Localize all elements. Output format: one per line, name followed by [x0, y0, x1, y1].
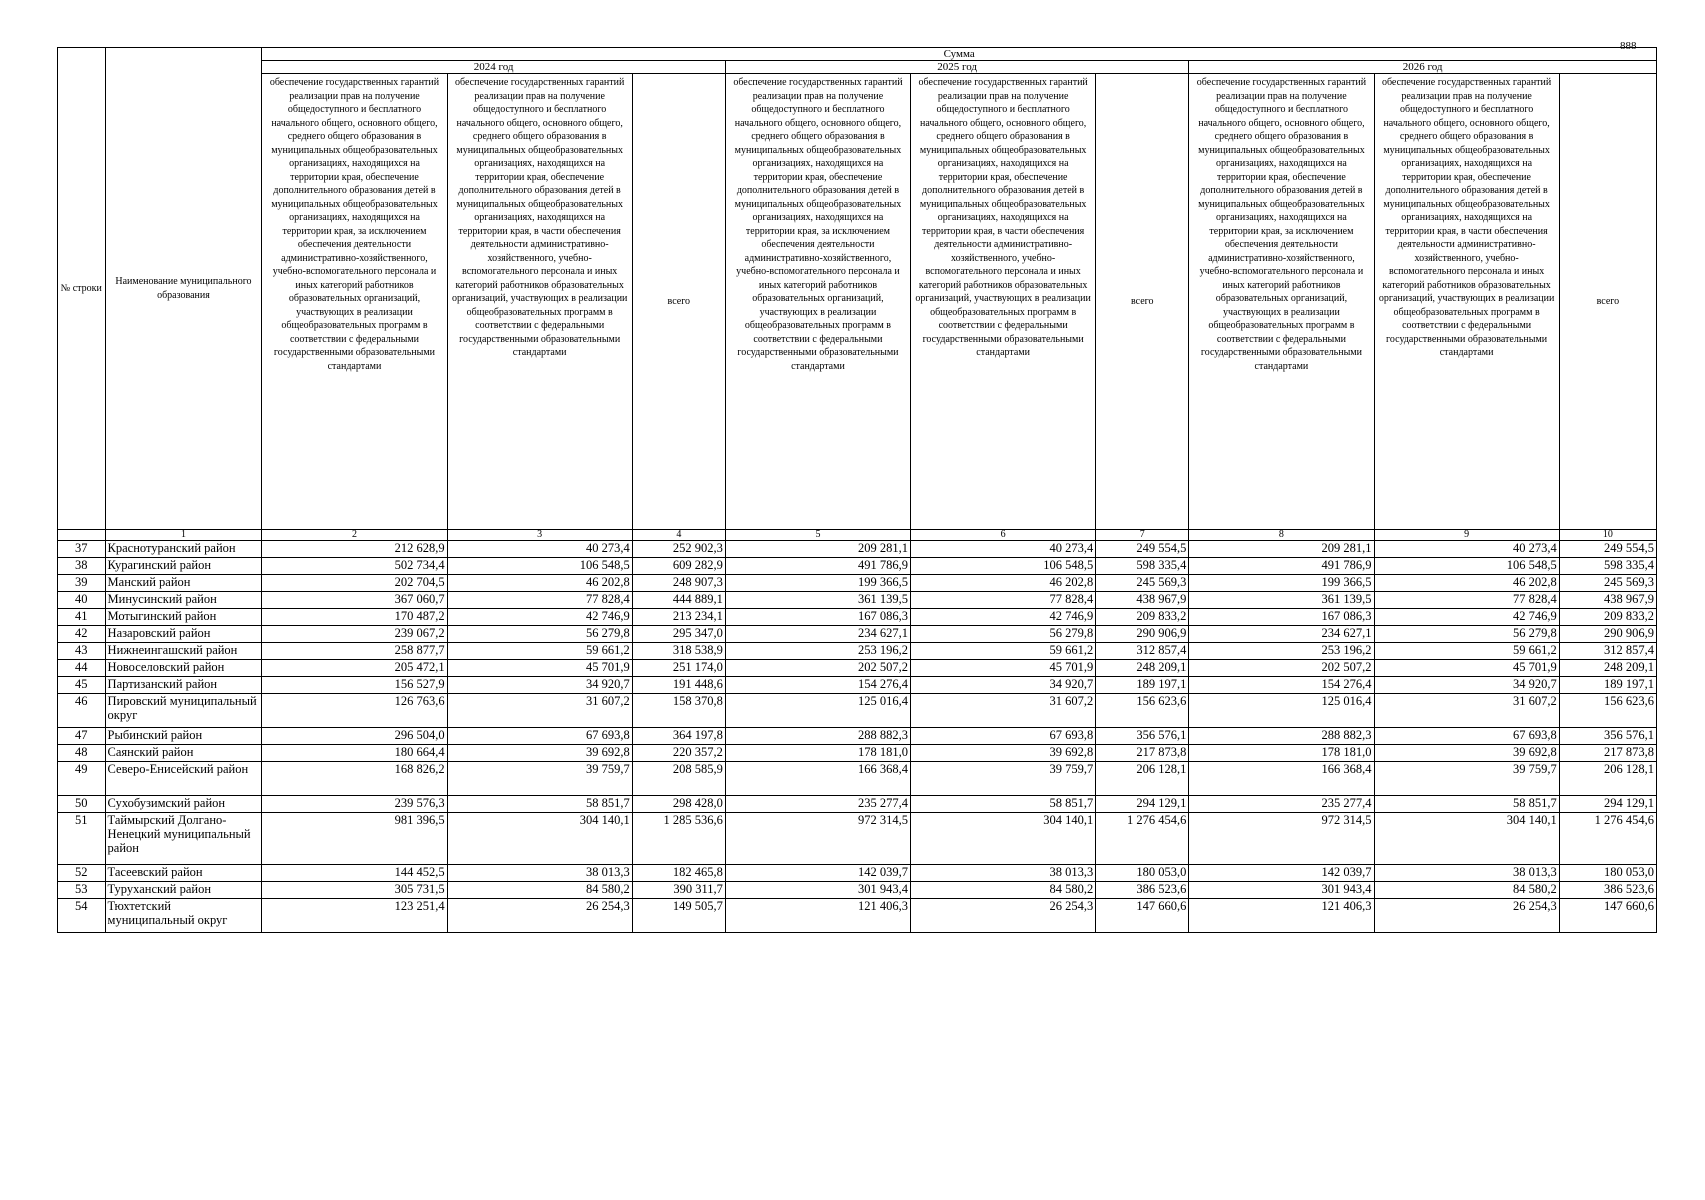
column-index: 9 [1374, 530, 1559, 541]
amount-col-6: 26 254,3 [911, 899, 1096, 933]
municipality-name: Курагинский район [105, 558, 262, 575]
amount-col-3: 31 607,2 [447, 694, 632, 728]
municipality-name: Минусинский район [105, 592, 262, 609]
municipality-name: Краснотуранский район [105, 541, 262, 558]
header-col-9-description: обеспечение государственных гарантий реализации прав на получение общедоступного и бесплатного начального общего, основного общего, среднего общего образования в муниципальных общеобразовательных организациях, находящихся на территории края, обеспечение дополнительного образования детей в муниципальных общеобразовательных организациях, находящихся на территории края, в части обеспечения деятельности административно-хозяйственного, учебно-вспомогательного персонала и иных категорий работников образовательных организаций, участвующих в реализации общеобразовательных программ в соответствии с федеральными государственными образовательными стандартами [1374, 74, 1559, 530]
table-row [58, 609, 1657, 626]
amount-col-4: 251 174,0 [632, 660, 725, 677]
municipality-name: Пировский муниципальный округ [105, 694, 262, 728]
amount-col-9: 42 746,9 [1374, 609, 1559, 626]
table-row [58, 745, 1657, 762]
column-index: 3 [447, 530, 632, 541]
amount-col-8: 199 366,5 [1189, 575, 1374, 592]
header-col-7-total: всего [1096, 74, 1189, 530]
row-number: 51 [58, 813, 106, 865]
column-index: 2 [262, 530, 447, 541]
amount-col-4: 149 505,7 [632, 899, 725, 933]
amount-col-8: 361 139,5 [1189, 592, 1374, 609]
amount-col-2: 305 731,5 [262, 882, 447, 899]
amount-col-9: 67 693,8 [1374, 728, 1559, 745]
amount-col-5: 121 406,3 [725, 899, 910, 933]
amount-col-6: 39 692,8 [911, 745, 1096, 762]
header-row-number: № строки [58, 48, 106, 530]
table-row [58, 865, 1657, 882]
amount-col-4: 390 311,7 [632, 882, 725, 899]
amount-col-2: 202 704,5 [262, 575, 447, 592]
table-row [58, 626, 1657, 643]
row-number: 49 [58, 762, 106, 796]
row-number: 42 [58, 626, 106, 643]
amount-col-7: 147 660,6 [1096, 899, 1189, 933]
amount-col-8: 167 086,3 [1189, 609, 1374, 626]
page-number: 888 [1620, 40, 1637, 52]
amount-col-6: 46 202,8 [911, 575, 1096, 592]
amount-col-6: 106 548,5 [911, 558, 1096, 575]
municipality-name: Туруханский район [105, 882, 262, 899]
amount-col-7: 249 554,5 [1096, 541, 1189, 558]
amount-col-5: 166 368,4 [725, 762, 910, 796]
header-municipality-name: Наименование муниципального образования [105, 48, 262, 530]
amount-col-4: 444 889,1 [632, 592, 725, 609]
amount-col-3: 42 746,9 [447, 609, 632, 626]
municipality-name: Новоселовский район [105, 660, 262, 677]
amount-col-6: 45 701,9 [911, 660, 1096, 677]
amount-col-4: 364 197,8 [632, 728, 725, 745]
table-row [58, 558, 1657, 575]
header-col-8-description: обеспечение государственных гарантий реализации прав на получение общедоступного и бесплатного начального общего, основного общего, среднего общего образования в муниципальных общеобразовательных организациях, находящихся на территории края, обеспечение дополнительного образования детей в муниципальных общеобразовательных организациях, находящихся на территории края, за исключением обеспечения деятельности административно-хозяйственного, учебно-вспомогательного персонала и иных категорий работников образовательных организаций, участвующих в реализации общеобразовательных программ в соответствии с федеральными государственными образовательными стандартами [1189, 74, 1374, 530]
amount-col-4: 609 282,9 [632, 558, 725, 575]
amount-col-8: 142 039,7 [1189, 865, 1374, 882]
amount-col-10: 156 623,6 [1559, 694, 1656, 728]
amount-col-6: 38 013,3 [911, 865, 1096, 882]
amount-col-10: 312 857,4 [1559, 643, 1656, 660]
amount-col-7: 438 967,9 [1096, 592, 1189, 609]
column-index [58, 530, 106, 541]
amount-col-10: 147 660,6 [1559, 899, 1656, 933]
amount-col-3: 38 013,3 [447, 865, 632, 882]
table-row [58, 643, 1657, 660]
amount-col-8: 209 281,1 [1189, 541, 1374, 558]
amount-col-3: 39 692,8 [447, 745, 632, 762]
amount-col-8: 491 786,9 [1189, 558, 1374, 575]
amount-col-10: 598 335,4 [1559, 558, 1656, 575]
row-number: 52 [58, 865, 106, 882]
table-row [58, 899, 1657, 933]
amount-col-10: 294 129,1 [1559, 796, 1656, 813]
table-row [58, 660, 1657, 677]
amount-col-10: 1 276 454,6 [1559, 813, 1656, 865]
amount-col-5: 154 276,4 [725, 677, 910, 694]
municipality-name: Партизанский район [105, 677, 262, 694]
column-index: 1 [105, 530, 262, 541]
amount-col-10: 356 576,1 [1559, 728, 1656, 745]
table-row [58, 762, 1657, 796]
column-index: 8 [1189, 530, 1374, 541]
amount-col-9: 59 661,2 [1374, 643, 1559, 660]
amount-col-10: 249 554,5 [1559, 541, 1656, 558]
municipality-name: Нижнеингашский район [105, 643, 262, 660]
amount-col-6: 40 273,4 [911, 541, 1096, 558]
amount-col-3: 77 828,4 [447, 592, 632, 609]
amount-col-7: 245 569,3 [1096, 575, 1189, 592]
amount-col-5: 234 627,1 [725, 626, 910, 643]
amount-col-7: 356 576,1 [1096, 728, 1189, 745]
amount-col-4: 1 285 536,6 [632, 813, 725, 865]
amount-col-9: 39 692,8 [1374, 745, 1559, 762]
amount-col-10: 290 906,9 [1559, 626, 1656, 643]
row-number: 41 [58, 609, 106, 626]
table-row [58, 541, 1657, 558]
row-number: 48 [58, 745, 106, 762]
amount-col-6: 34 920,7 [911, 677, 1096, 694]
amount-col-10: 189 197,1 [1559, 677, 1656, 694]
budget-table [57, 47, 1657, 933]
table-row [58, 728, 1657, 745]
amount-col-4: 182 465,8 [632, 865, 725, 882]
row-number: 46 [58, 694, 106, 728]
amount-col-9: 40 273,4 [1374, 541, 1559, 558]
amount-col-7: 290 906,9 [1096, 626, 1189, 643]
amount-col-2: 239 576,3 [262, 796, 447, 813]
amount-col-7: 598 335,4 [1096, 558, 1189, 575]
column-index: 6 [911, 530, 1096, 541]
amount-col-3: 84 580,2 [447, 882, 632, 899]
amount-col-2: 123 251,4 [262, 899, 447, 933]
amount-col-6: 39 759,7 [911, 762, 1096, 796]
amount-col-2: 981 396,5 [262, 813, 447, 865]
amount-col-3: 67 693,8 [447, 728, 632, 745]
amount-col-8: 253 196,2 [1189, 643, 1374, 660]
amount-col-9: 46 202,8 [1374, 575, 1559, 592]
row-number: 50 [58, 796, 106, 813]
header-col-6-description: обеспечение государственных гарантий реализации прав на получение общедоступного и бесплатного начального общего, основного общего, среднего общего образования в муниципальных общеобразовательных организациях, находящихся на территории края, обеспечение дополнительного образования детей в муниципальных общеобразовательных организациях, находящихся на территории края, в части обеспечения деятельности административно-хозяйственного, учебно-вспомогательного персонала и иных категорий работников образовательных организаций, участвующих в реализации общеобразовательных программ в соответствии с федеральными государственными образовательными стандартами [911, 74, 1096, 530]
amount-col-9: 34 920,7 [1374, 677, 1559, 694]
municipality-name: Рыбинский район [105, 728, 262, 745]
table-header [58, 48, 1657, 541]
amount-col-4: 295 347,0 [632, 626, 725, 643]
amount-col-5: 491 786,9 [725, 558, 910, 575]
row-number: 43 [58, 643, 106, 660]
municipality-name: Манский район [105, 575, 262, 592]
amount-col-6: 31 607,2 [911, 694, 1096, 728]
amount-col-8: 166 368,4 [1189, 762, 1374, 796]
amount-col-10: 217 873,8 [1559, 745, 1656, 762]
municipality-name: Саянский район [105, 745, 262, 762]
amount-col-9: 31 607,2 [1374, 694, 1559, 728]
header-col-10-total: всего [1559, 74, 1656, 530]
row-number: 47 [58, 728, 106, 745]
amount-col-4: 220 357,2 [632, 745, 725, 762]
row-number: 54 [58, 899, 106, 933]
amount-col-5: 178 181,0 [725, 745, 910, 762]
amount-col-8: 288 882,3 [1189, 728, 1374, 745]
row-number: 37 [58, 541, 106, 558]
amount-col-8: 235 277,4 [1189, 796, 1374, 813]
amount-col-3: 45 701,9 [447, 660, 632, 677]
amount-col-2: 239 067,2 [262, 626, 447, 643]
amount-col-2: 170 487,2 [262, 609, 447, 626]
row-number: 45 [58, 677, 106, 694]
amount-col-10: 248 209,1 [1559, 660, 1656, 677]
amount-col-9: 38 013,3 [1374, 865, 1559, 882]
amount-col-4: 158 370,8 [632, 694, 725, 728]
amount-col-10: 245 569,3 [1559, 575, 1656, 592]
amount-col-4: 213 234,1 [632, 609, 725, 626]
amount-col-8: 301 943,4 [1189, 882, 1374, 899]
amount-col-3: 304 140,1 [447, 813, 632, 865]
amount-col-3: 34 920,7 [447, 677, 632, 694]
amount-col-8: 154 276,4 [1189, 677, 1374, 694]
amount-col-4: 248 907,3 [632, 575, 725, 592]
amount-col-2: 296 504,0 [262, 728, 447, 745]
amount-col-5: 142 039,7 [725, 865, 910, 882]
table-row [58, 813, 1657, 865]
row-number: 40 [58, 592, 106, 609]
amount-col-2: 258 877,7 [262, 643, 447, 660]
amount-col-10: 386 523,6 [1559, 882, 1656, 899]
column-index: 4 [632, 530, 725, 541]
municipality-name: Мотыгинский район [105, 609, 262, 626]
row-number: 39 [58, 575, 106, 592]
amount-col-10: 180 053,0 [1559, 865, 1656, 882]
amount-col-5: 199 366,5 [725, 575, 910, 592]
column-index: 5 [725, 530, 910, 541]
amount-col-9: 84 580,2 [1374, 882, 1559, 899]
amount-col-3: 46 202,8 [447, 575, 632, 592]
amount-col-2: 168 826,2 [262, 762, 447, 796]
header-year-2026: 2026 год [1189, 61, 1657, 74]
amount-col-2: 212 628,9 [262, 541, 447, 558]
column-index-row [58, 530, 1657, 541]
amount-col-7: 217 873,8 [1096, 745, 1189, 762]
amount-col-2: 126 763,6 [262, 694, 447, 728]
amount-col-10: 438 967,9 [1559, 592, 1656, 609]
header-year-2025: 2025 год [725, 61, 1188, 74]
amount-col-6: 304 140,1 [911, 813, 1096, 865]
table-row [58, 575, 1657, 592]
header-col-5-description: обеспечение государственных гарантий реализации прав на получение общедоступного и бесплатного начального общего, основного общего, среднего общего образования в муниципальных общеобразовательных организациях, находящихся на территории края, обеспечение дополнительного образования детей в муниципальных общеобразовательных организациях, находящихся на территории края, за исключением обеспечения деятельности административно-хозяйственного, учебно-вспомогательного персонала и иных категорий работников образовательных организаций, участвующих в реализации общеобразовательных программ в соответствии с федеральными государственными образовательными стандартами [725, 74, 910, 530]
amount-col-2: 367 060,7 [262, 592, 447, 609]
column-index: 10 [1559, 530, 1656, 541]
amount-col-8: 234 627,1 [1189, 626, 1374, 643]
amount-col-2: 502 734,4 [262, 558, 447, 575]
table-row [58, 882, 1657, 899]
amount-col-4: 298 428,0 [632, 796, 725, 813]
amount-col-5: 209 281,1 [725, 541, 910, 558]
amount-col-5: 235 277,4 [725, 796, 910, 813]
header-sum: Сумма [262, 48, 1657, 61]
amount-col-5: 972 314,5 [725, 813, 910, 865]
amount-col-10: 209 833,2 [1559, 609, 1656, 626]
amount-col-8: 121 406,3 [1189, 899, 1374, 933]
row-number: 38 [58, 558, 106, 575]
table-row [58, 796, 1657, 813]
amount-col-6: 58 851,7 [911, 796, 1096, 813]
amount-col-2: 156 527,9 [262, 677, 447, 694]
table-row [58, 694, 1657, 728]
amount-col-9: 39 759,7 [1374, 762, 1559, 796]
amount-col-8: 972 314,5 [1189, 813, 1374, 865]
amount-col-5: 125 016,4 [725, 694, 910, 728]
header-col-3-description: обеспечение государственных гарантий реализации прав на получение общедоступного и бесплатного начального общего, основного общего, среднего общего образования в муниципальных общеобразовательных организациях, находящихся на территории края, обеспечение дополнительного образования детей в муниципальных общеобразовательных организациях, находящихся на территории края, в части обеспечения деятельности административно-хозяйственного, учебно-вспомогательного персонала и иных категорий работников образовательных организаций, участвующих в реализации общеобразовательных программ в соответствии с федеральными государственными образовательными стандартами [447, 74, 632, 530]
amount-col-5: 253 196,2 [725, 643, 910, 660]
amount-col-10: 206 128,1 [1559, 762, 1656, 796]
row-number: 53 [58, 882, 106, 899]
amount-col-9: 304 140,1 [1374, 813, 1559, 865]
amount-col-7: 180 053,0 [1096, 865, 1189, 882]
amount-col-5: 361 139,5 [725, 592, 910, 609]
municipality-name: Тюхтетский муниципальный округ [105, 899, 262, 933]
amount-col-5: 202 507,2 [725, 660, 910, 677]
amount-col-3: 59 661,2 [447, 643, 632, 660]
municipality-name: Таймырский Долгано-Ненецкий муниципальный район [105, 813, 262, 865]
amount-col-4: 191 448,6 [632, 677, 725, 694]
amount-col-7: 209 833,2 [1096, 609, 1189, 626]
amount-col-4: 252 902,3 [632, 541, 725, 558]
municipality-name: Северо-Енисейский район [105, 762, 262, 796]
amount-col-6: 42 746,9 [911, 609, 1096, 626]
amount-col-7: 386 523,6 [1096, 882, 1189, 899]
table-row [58, 677, 1657, 694]
amount-col-9: 45 701,9 [1374, 660, 1559, 677]
amount-col-7: 294 129,1 [1096, 796, 1189, 813]
municipality-name: Назаровский район [105, 626, 262, 643]
amount-col-3: 39 759,7 [447, 762, 632, 796]
amount-col-3: 58 851,7 [447, 796, 632, 813]
amount-col-8: 178 181,0 [1189, 745, 1374, 762]
amount-col-5: 301 943,4 [725, 882, 910, 899]
amount-col-5: 167 086,3 [725, 609, 910, 626]
amount-col-3: 40 273,4 [447, 541, 632, 558]
amount-col-8: 202 507,2 [1189, 660, 1374, 677]
municipality-name: Тасеевский район [105, 865, 262, 882]
amount-col-4: 318 538,9 [632, 643, 725, 660]
amount-col-6: 77 828,4 [911, 592, 1096, 609]
amount-col-3: 26 254,3 [447, 899, 632, 933]
table-body [58, 541, 1657, 933]
header-year-2024: 2024 год [262, 61, 725, 74]
amount-col-9: 77 828,4 [1374, 592, 1559, 609]
amount-col-6: 84 580,2 [911, 882, 1096, 899]
amount-col-3: 106 548,5 [447, 558, 632, 575]
amount-col-6: 59 661,2 [911, 643, 1096, 660]
amount-col-3: 56 279,8 [447, 626, 632, 643]
amount-col-9: 58 851,7 [1374, 796, 1559, 813]
amount-col-2: 180 664,4 [262, 745, 447, 762]
amount-col-8: 125 016,4 [1189, 694, 1374, 728]
municipality-name: Сухобузимский район [105, 796, 262, 813]
table-row [58, 592, 1657, 609]
amount-col-5: 288 882,3 [725, 728, 910, 745]
column-index: 7 [1096, 530, 1189, 541]
amount-col-6: 56 279,8 [911, 626, 1096, 643]
header-col-2-description: обеспечение государственных гарантий реализации прав на получение общедоступного и бесплатного начального общего, основного общего, среднего общего образования в муниципальных общеобразовательных организациях, находящихся на территории края, обеспечение дополнительного образования детей в муниципальных общеобразовательных организациях, находящихся на территории края, за исключением обеспечения деятельности административно-хозяйственного, учебно-вспомогательного персонала и иных категорий работников образовательных организаций, участвующих в реализации общеобразовательных программ в соответствии с федеральными государственными образовательными стандартами [262, 74, 447, 530]
amount-col-6: 67 693,8 [911, 728, 1096, 745]
amount-col-9: 26 254,3 [1374, 899, 1559, 933]
amount-col-7: 1 276 454,6 [1096, 813, 1189, 865]
amount-col-9: 56 279,8 [1374, 626, 1559, 643]
amount-col-7: 206 128,1 [1096, 762, 1189, 796]
amount-col-7: 248 209,1 [1096, 660, 1189, 677]
row-number: 44 [58, 660, 106, 677]
amount-col-7: 156 623,6 [1096, 694, 1189, 728]
header-col-4-total: всего [632, 74, 725, 530]
amount-col-9: 106 548,5 [1374, 558, 1559, 575]
amount-col-7: 189 197,1 [1096, 677, 1189, 694]
amount-col-7: 312 857,4 [1096, 643, 1189, 660]
amount-col-4: 208 585,9 [632, 762, 725, 796]
amount-col-2: 205 472,1 [262, 660, 447, 677]
amount-col-2: 144 452,5 [262, 865, 447, 882]
